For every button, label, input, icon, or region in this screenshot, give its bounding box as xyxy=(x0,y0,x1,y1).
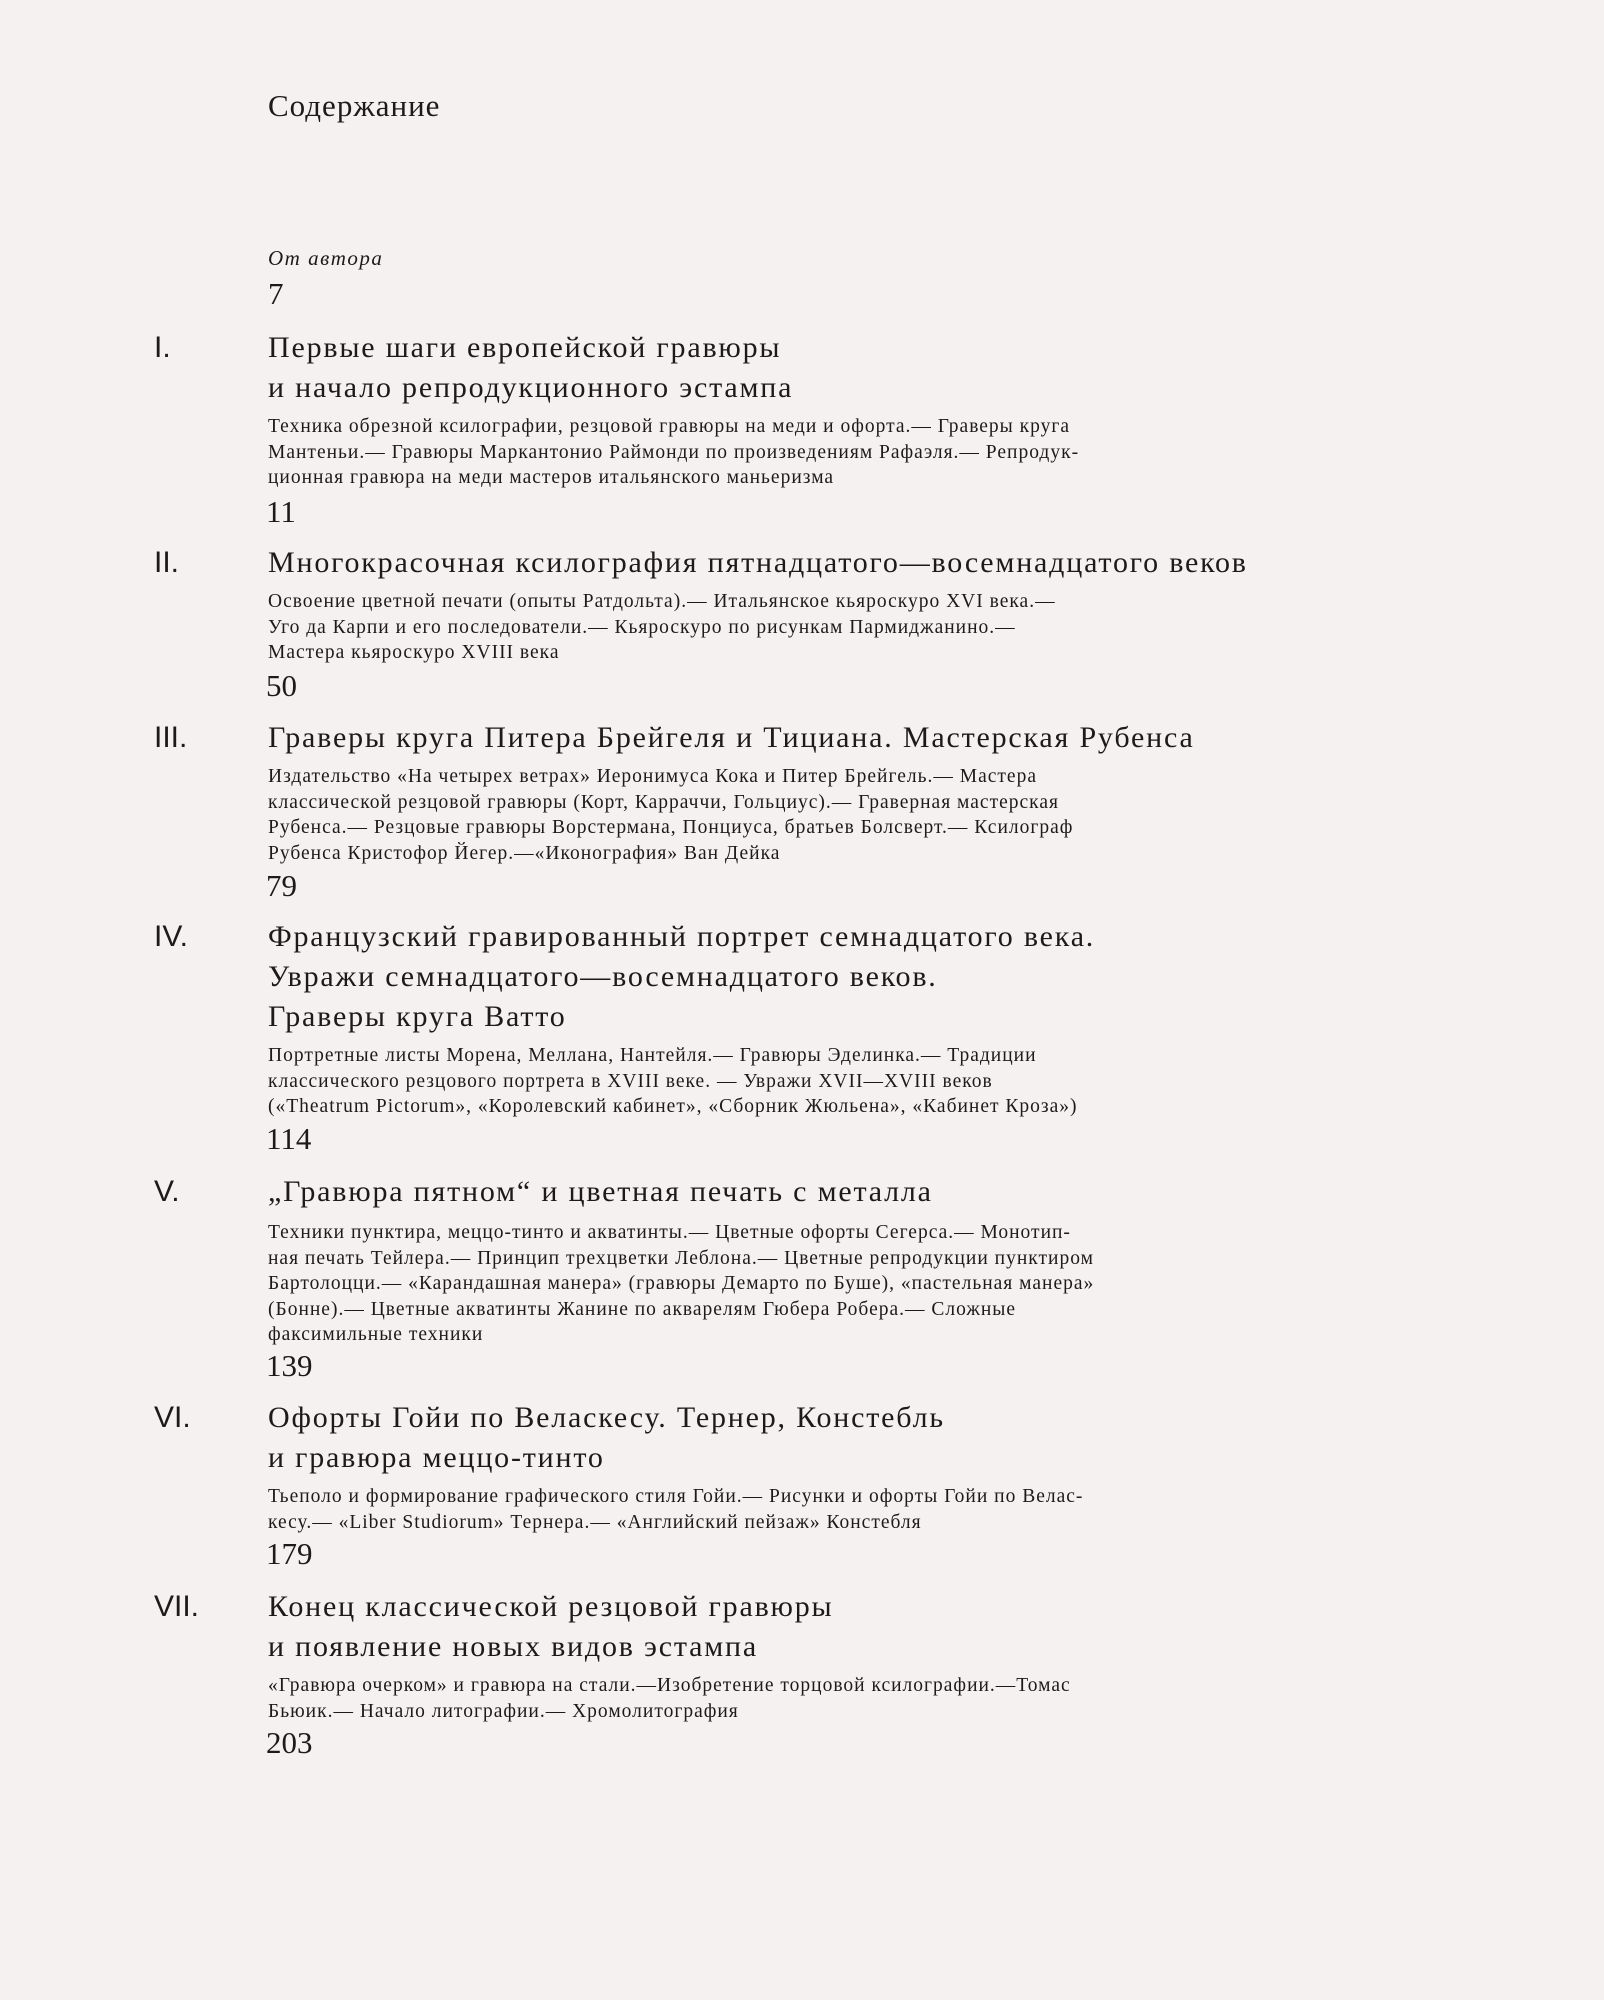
preface-page-number: 7 xyxy=(268,276,284,311)
chapter-title: Первые шаги европейской гравюры и начало репродукционного эстампа xyxy=(268,331,794,404)
chapter-page-number: 114 xyxy=(266,1121,312,1156)
chapter-page-number: 11 xyxy=(266,494,296,529)
chapter-number: II. xyxy=(154,546,180,579)
page-title: Содержание xyxy=(268,88,441,123)
chapter-page-number: 179 xyxy=(266,1536,313,1571)
chapter-page-number: 139 xyxy=(266,1348,313,1383)
chapter-description: Техники пунктира, меццо-тинто и акватинты.— Цветные офорты Сегерса.— Монотип- ная печать Тейлера.— Принцип трехцветки Леблона.— Цветные репродукции пунктиром Бартолоцци.— «Карандашная манера» (гравюры Демарто по Буше), «пастельная манера» (Бонне).— Цветные акватинты Жанине по акварелям Гюбера Робера.— Сложные факсимильные техники xyxy=(268,1222,1095,1345)
chapter-title: Граверы круга Питера Брейгеля и Тициана. Мастерская Рубенса xyxy=(268,721,1195,754)
chapter-description: Портретные листы Морена, Меллана, Нантейля.— Гравюры Эделинка.— Традиции классического резцового портрета в XVIII веке. — Увражи XVII—XVIII веков («Theatrum Pictorum», «Королевский кабинет», «Сборник Жюльена», «Кабинет Кроза») xyxy=(268,1045,1078,1117)
chapter-description: «Гравюра очерком» и гравюра на стали.—Изобретение торцовой ксилографии.—Томас Бьюик.— Начало литографии.— Хромолитография xyxy=(268,1675,1071,1722)
chapter-page-number: 50 xyxy=(266,668,297,703)
chapter-description: Издательство «На четырех ветрах» Иеронимуса Кока и Питер Брейгель.— Мастера классической резцовой гравюры (Корт, Карраччи, Гольциус).— Граверная мастерская Рубенса.— Резцовые гравюры Ворстермана, Понциуса, братьев Болсверт.— Ксилограф Рубенса Кристофор Йегер.—«Иконография» Ван Дейка xyxy=(268,766,1074,864)
chapter-number: IV. xyxy=(154,920,188,953)
chapter-page-number: 203 xyxy=(266,1725,313,1760)
chapter-title: Конец классической резцовой гравюры и появление новых видов эстампа xyxy=(268,1590,834,1663)
chapter-title: Французский гравированный портрет семнадцатого века. Увражи семнадцатого—восемнадцатого веков. Граверы круга Ватто xyxy=(268,920,1096,1033)
chapter-page-number: 79 xyxy=(266,868,297,903)
chapter-number: I. xyxy=(154,331,171,364)
preface-label: От автора xyxy=(268,246,384,270)
chapter-number: V. xyxy=(154,1175,180,1208)
chapter-title: „Гравюра пятном“ и цветная печать с металла xyxy=(268,1175,933,1208)
chapter-description: Тьеполо и формирование графического стиля Гойи.— Рисунки и офорты Гойи по Велас- кесу.— «Liber Studiorum» Тернера.— «Английский пейзаж» Констебля xyxy=(268,1486,1084,1533)
chapter-number: III. xyxy=(154,721,188,754)
chapter-description: Освоение цветной печати (опыты Ратдольта).— Итальянское кьяроскуро XVI века.— Уго да Карпи и его последователи.— Кьяроскуро по рисункам Пармиджанино.— Мастера кьяроскуро XVIII века xyxy=(268,591,1056,663)
chapter-number: VI. xyxy=(154,1401,191,1434)
chapter-title: Офорты Гойи по Веласкесу. Тернер, Констебль и гравюра меццо-тинто xyxy=(268,1401,945,1474)
chapter-title: Многокрасочная ксилография пятнадцатого—восемнадцатого веков xyxy=(268,546,1248,579)
chapter-description: Техника обрезной ксилографии, резцовой гравюры на меди и офорта.— Граверы круга Мантеньи.— Гравюры Маркантонио Раймонди по произведениям Рафаэля.— Репродук- ционная гравюра на меди мастеров итальянского маньеризма xyxy=(268,416,1080,488)
chapter-number: VII. xyxy=(154,1590,200,1623)
